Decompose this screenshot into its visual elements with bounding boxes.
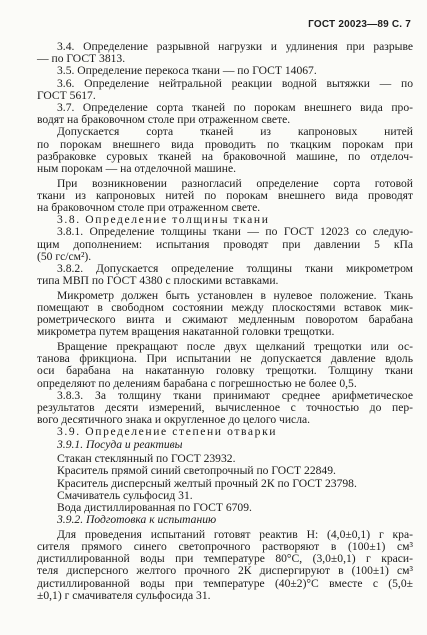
paragraph-rotation xyxy=(37,340,413,390)
text-line: микрометра путем вращения накатанной головки трещотки. xyxy=(37,325,335,339)
text-line: водят на браковочном столе при отраженном свете. xyxy=(37,113,291,127)
text-line: теля дисперсного желтого прочного 2К диспергируют в (100±1) см³ xyxy=(37,564,413,578)
text-line: 3.8. Определение толщины ткани xyxy=(57,213,270,227)
text-line: Допускается сорта тканей из капроновых нитей xyxy=(57,125,413,139)
paragraph-3-5 xyxy=(57,65,413,77)
paragraph-3-8-1 xyxy=(37,225,413,263)
text-line: ткани из капроновых нитей по порокам внешнего вида проводят xyxy=(37,188,413,202)
paragraph-3-8-3 xyxy=(37,388,413,427)
text-line: Смачиватель сульфосид 31. xyxy=(57,488,193,502)
text-line: рометрического винта и сжимают медленным поворотом барабана xyxy=(37,313,413,327)
text-line: дистиллированной воды при температуре 80°С, (3,0±0,1) г краси- xyxy=(37,552,413,566)
text-line: на браковочном столе при отраженном свете. xyxy=(37,201,261,215)
subheading-3-9-1 xyxy=(57,439,413,451)
paragraph-3-7 xyxy=(37,101,413,127)
text-line: 3.7. Определение сорта тканей по порокам внешнего вида про- xyxy=(57,101,413,115)
text-line: 3.8.2. Допускается определение толщины ткани микрометром xyxy=(57,262,413,276)
paragraph-disagreement xyxy=(37,176,413,215)
text-line: 3.9.2. Подготовка к испытанию xyxy=(57,513,217,527)
text-line: Вращение прекращают после двух щелканий трещотки или ос- xyxy=(57,340,413,354)
text-line: помещают в свободном состоянии между плоскостями вставок мик- xyxy=(37,301,413,315)
paragraph-3-8-2 xyxy=(37,262,413,288)
text-line: вого десятичного знака и округленное до целого числа. xyxy=(37,413,311,427)
paragraph-permission xyxy=(37,125,413,176)
text-line: Краситель прямой синий светопрочный по ГОСТ 22849. xyxy=(57,464,336,478)
subheading-3-9-2 xyxy=(57,514,413,526)
text-line: Для проведения испытаний готовят реактив Н: (4,0±0,1) г кра- xyxy=(57,527,413,541)
text-line: танова фрикциона. При испытании не допускается давление вдоль xyxy=(37,352,413,366)
text-line: 3.5. Определение перекоса ткани — по ГОСТ 14067. xyxy=(57,64,317,78)
document-body xyxy=(37,40,413,602)
text-line: 3.9.1. Посуда и реактивы xyxy=(57,437,183,451)
text-line: (50 гс/см²). xyxy=(37,249,92,263)
text-line: по порокам внешнего вида проводить по ткацким порокам при xyxy=(37,137,413,151)
text-line: дистиллированной воды при температуре (40±2)°С вместе с (5,0± xyxy=(37,576,413,590)
text-line: 3.4. Определение разрывной нагрузки и удлинения при разрыве xyxy=(57,40,413,53)
text-line: При возникновении разногласий определение сорта готовой xyxy=(57,176,413,190)
text-line: ГОСТ 5617. xyxy=(37,88,96,102)
text-line: 3.8.3. За толщину ткани принимают среднее арифметическое xyxy=(57,388,413,402)
text-line: ным порокам — на отделочной машине. xyxy=(37,162,237,176)
text-line: Микрометр должен быть установлен в нулевое положение. Ткань xyxy=(57,288,413,302)
text-line: 3.6. Определение нейтральной реакции водной вытяжки — по xyxy=(57,76,413,90)
text-line: оси барабана на накатанную головку трещотки. Толщину ткани xyxy=(37,364,413,378)
text-line: 3.8.1. Определение толщины ткани — по ГОСТ 12023 со следую- xyxy=(57,225,413,239)
page-header: ГОСТ 20023—89 С. 7 xyxy=(308,19,411,30)
paragraph-micrometer xyxy=(37,288,413,339)
text-line: определяют по делениям барабана с погрешностью не более 0,5. xyxy=(37,376,357,390)
text-line: 3.9. Определение степени отварки xyxy=(57,425,278,439)
paragraph-3-6 xyxy=(37,76,413,102)
paragraph-reagent-preparation xyxy=(37,527,413,602)
text-line: Краситель дисперсный желтый прочный 2К по ГОСТ 23798. xyxy=(57,476,357,490)
text-line: щим дополнением: испытания проводят при давлении 5 кПа xyxy=(37,237,413,251)
list-item-blue-dye xyxy=(57,465,413,477)
text-line: ±0,1) г смачивателя сульфосида 31. xyxy=(37,588,211,602)
text-line: Стакан стеклянный по ГОСТ 23932. xyxy=(57,452,236,466)
text-line: сителя прямого синего светопрочного растворяют в (100±1) см³ xyxy=(37,540,413,554)
text-line: Вода дистиллированная по ГОСТ 6709. xyxy=(57,501,252,515)
section-heading-3-9 xyxy=(57,426,413,438)
text-line: типа МВП по ГОСТ 4380 с плоскими вставками. xyxy=(37,274,279,288)
text-line: — по ГОСТ 3813. xyxy=(37,52,126,66)
text-line: результатов десяти измерений, вычисленное с точностью до пер- xyxy=(37,401,413,415)
paragraph-3-4 xyxy=(37,40,413,66)
text-line: разбраковке суровых тканей на браковочной машине, по отделоч- xyxy=(37,149,413,163)
